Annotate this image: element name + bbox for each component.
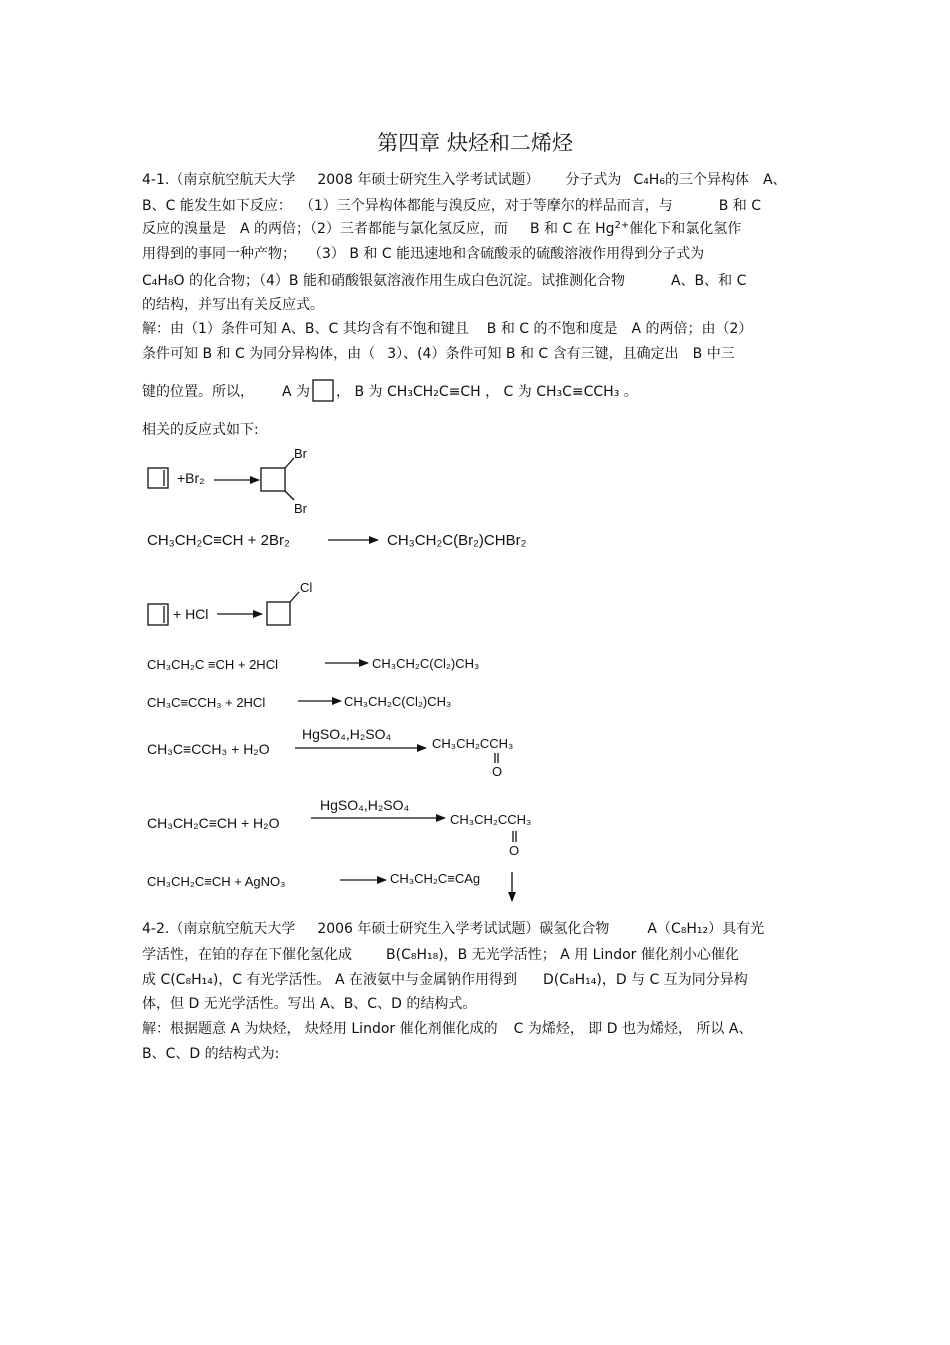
q1-text: 催化下和氯化氢作 bbox=[629, 221, 742, 237]
q1-text: B 和 C bbox=[718, 198, 762, 214]
r1-br-bond-top bbox=[285, 458, 294, 468]
q1-solution-text: 相关的反应式如下: bbox=[142, 422, 259, 438]
r3-cyclobutene-ring bbox=[148, 604, 168, 625]
r4-reactants: CH₃CH₂C ≡CH + 2HCl bbox=[147, 657, 278, 672]
q2-solution-text: 解：根据题意 A 为炔烃， 炔烃用 Lindor 催化剂催化成的 bbox=[142, 1021, 498, 1037]
q1-text: （1）三个异构体都能与溴反应，对于等摩尔的样品而言，与 bbox=[299, 198, 673, 214]
q1-a-label: A、 bbox=[762, 172, 787, 188]
q1-solution-text: B 和 C 的不饱和度是 bbox=[486, 321, 618, 337]
r3-reagent: + HCl bbox=[173, 606, 209, 622]
r7-conditions: HgSO₄,H₂SO₄ bbox=[320, 797, 410, 813]
q1-source: 4-1.（南京航空航天大学 bbox=[142, 172, 296, 188]
q1-solution-text: 解：由（1）条件可知 A、B、C 其均含有不饱和键且 bbox=[142, 321, 469, 337]
q2-text: 成 C(C₈H₁₄)，C 有光学活性。 A 在液氨中与金属钠作用得到 bbox=[142, 972, 517, 988]
r1-br-bottom: Br bbox=[294, 501, 307, 516]
q2-solution-text: C 为烯烃， 即 D 也为烯烃， 所以 A、 bbox=[513, 1021, 753, 1037]
q1-text: B、C 能发生如下反应： bbox=[142, 198, 292, 214]
r3-cl: Cl bbox=[300, 580, 313, 595]
q1-solution-text: B 中三 bbox=[692, 346, 735, 362]
r8-product: CH₃CH₂C≡CAg bbox=[390, 871, 481, 886]
q2-solution-text: B、C、D 的结构式为: bbox=[142, 1046, 280, 1062]
r6-oxygen: O bbox=[492, 764, 503, 779]
q2-text: 学活性，在铂的存在下催化氢化成 bbox=[142, 947, 352, 963]
r4-product: CH₃CH₂C(Cl₂)CH₃ bbox=[372, 656, 480, 671]
q1-text: 用得到的事同一种产物； bbox=[142, 246, 296, 262]
r6-reactants: CH₃C≡CCH₃ + H₂O bbox=[147, 741, 270, 757]
cyclobutene-inline-icon bbox=[313, 380, 333, 401]
r7-reactants: CH₃CH₂C≡CH + H₂O bbox=[147, 815, 280, 831]
r1-cyclobutane-ring bbox=[261, 468, 285, 491]
q1-text: C₄H₈O 的化合物；（4）B 能和硝酸银氨溶液作用生成白色沉淀。试推测化合物 bbox=[142, 273, 625, 289]
q1-formula-intro: 分子式为 bbox=[565, 172, 622, 188]
q1-text: 反应的溴量是 bbox=[142, 221, 226, 237]
q1-solution-text: 3）、(4）条件可知 B 和 C 含有三键，且确定出 bbox=[387, 346, 679, 362]
q1-text: A、B、和 C bbox=[670, 273, 747, 289]
q1-solution-text: 条件可知 B 和 C 为同分异构体，由（ bbox=[142, 346, 376, 362]
r7-oxygen: O bbox=[509, 843, 520, 858]
q2-text: A（C₈H₁₂）具有光 bbox=[647, 921, 765, 937]
r7-product: CH₃CH₂CCH₃ bbox=[450, 812, 532, 827]
q1-text: A 的两倍；（2）三者都能与氯化氢反应，而 bbox=[240, 221, 508, 237]
q2-text: D(C₈H₁₄)，D 与 C 互为同分异构 bbox=[543, 972, 748, 988]
q1-formula: C₄H₆ bbox=[633, 172, 665, 188]
q1-text: （3） B 和 C 能迅速地和含硫酸汞的硫酸溶液作用得到分子式为 bbox=[308, 246, 705, 262]
q1-solution-text: ， B 为 CH₃CH₂C≡CH ， C 为 CH₃C≡CCH₃ 。 bbox=[336, 384, 638, 400]
r6-product: CH₃CH₂CCH₃ bbox=[432, 736, 514, 751]
chapter-title: 第四章 炔烃和二烯烃 bbox=[377, 131, 573, 155]
q1-solution-text: 键的位置。所以， bbox=[142, 384, 254, 400]
r5-reactants: CH₃C≡CCH₃ + 2HCl bbox=[147, 695, 266, 710]
r5-product: CH₃CH₂C(Cl₂)CH₃ bbox=[344, 694, 452, 709]
q2-text: 体，但 D 无光学活性。写出 A、B、C、D 的结构式。 bbox=[142, 996, 477, 1012]
q2-text: 2006 年硕士研究生入学考试试题）碳氢化合物 bbox=[317, 921, 610, 937]
q2-text: 4-2.（南京航空航天大学 bbox=[142, 921, 296, 937]
q1-exam: 2008 年硕士研究生入学考试试题） bbox=[317, 172, 540, 188]
r1-cyclobutene-ring bbox=[148, 468, 168, 488]
q1-isomers: 的三个异构体 bbox=[664, 172, 749, 188]
r2-reactants: CH₃CH₂C≡CH + 2Br₂ bbox=[147, 532, 290, 549]
q1-text: 的结构，并写出有关反应式。 bbox=[142, 297, 324, 313]
r3-cyclobutane-ring bbox=[267, 602, 290, 625]
q1-text: B 和 C 在 Hg bbox=[529, 221, 615, 237]
q1-solution-text: A 为 bbox=[282, 384, 311, 400]
q1-superscript: 2+ bbox=[614, 220, 630, 231]
r8-reactants: CH₃CH₂C≡CH + AgNO₃ bbox=[147, 874, 286, 889]
r3-cl-bond bbox=[290, 592, 299, 602]
q1-solution-text: A 的两倍；由（2） bbox=[631, 321, 753, 337]
r1-br-top: Br bbox=[294, 446, 307, 461]
q2-text: B(C₈H₁₈)，B 无光学活性； A 用 Lindor 催化剂小心催化 bbox=[386, 947, 739, 963]
r1-reagent: +Br₂ bbox=[177, 470, 205, 486]
r1-br-bond-bottom bbox=[285, 491, 294, 500]
r6-conditions: HgSO₄,H₂SO₄ bbox=[302, 726, 392, 742]
r2-product: CH₃CH₂C(Br₂)CHBr₂ bbox=[387, 532, 527, 549]
